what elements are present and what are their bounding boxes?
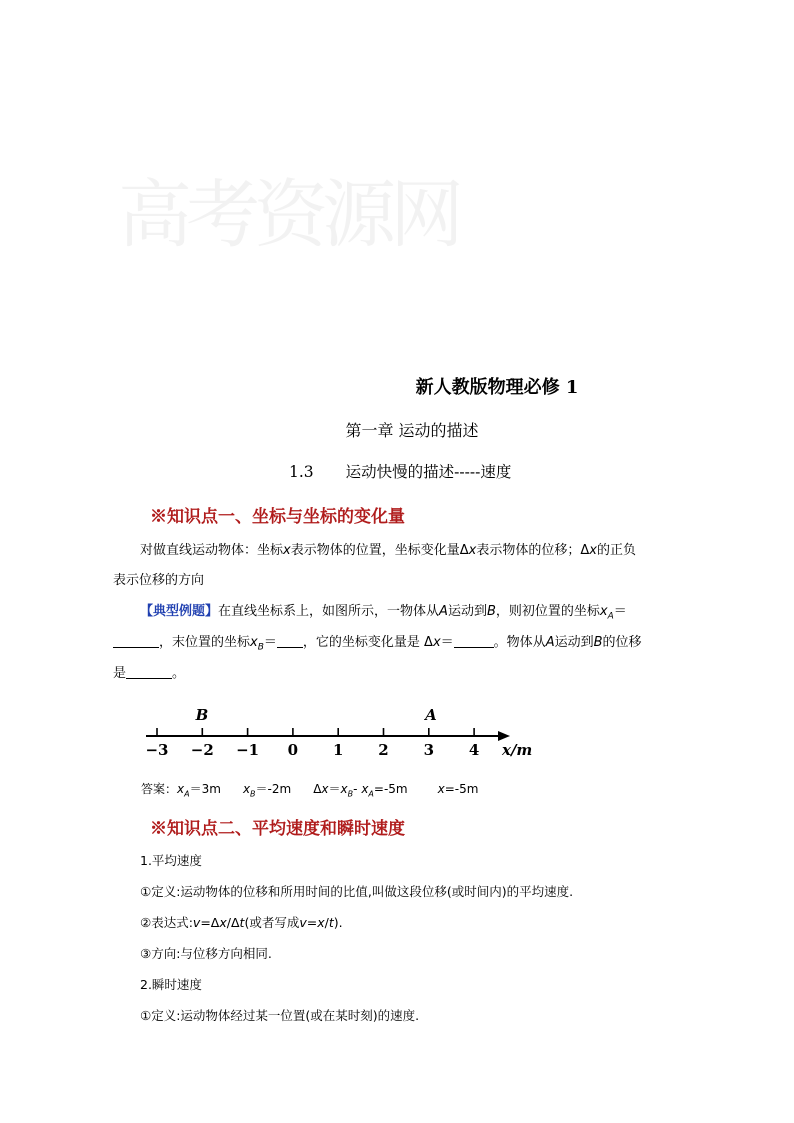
blank-dx[interactable]	[454, 633, 494, 648]
point-A-label: A	[425, 706, 437, 724]
kp1-intro-line1: 对做直线运动物体：坐标x表示物体的位置，坐标变化量Δx表示物体的位移；Δx的正负	[140, 543, 636, 558]
number-line-figure	[140, 700, 540, 764]
kp1-heading: ※知识点一、坐标与坐标的变化量	[150, 507, 405, 527]
example-line1: 【典型例题】在直线坐标系上，如图所示，一物体从A运动到B，则初位置的坐标$x_A=$	[140, 604, 627, 622]
axis-unit-label: x/m	[502, 741, 533, 759]
blank-xA[interactable]	[113, 633, 159, 648]
kp2-s2-definition: ①定义:运动物体经过某一位置(或在某时刻)的速度.	[140, 1008, 420, 1023]
chapter-title: 第一章 运动的描述	[345, 421, 479, 440]
answer-line: 答案：$x_A=3m$ $x_B=-2m$ $\Delta x=x_B-$ $x_A=-5m$ x=-5m	[141, 782, 479, 799]
kp2-heading: ※知识点二、平均速度和瞬时速度	[150, 819, 405, 839]
tick-label: 1	[332, 741, 344, 759]
point-B-label: B	[195, 706, 209, 724]
blank-displacement[interactable]	[126, 664, 172, 679]
kp2-s1-title: 1.平均速度	[140, 853, 202, 868]
tick-labels	[145, 741, 479, 759]
tick-label: 2	[378, 741, 389, 759]
kp2-s1-definition: ①定义:运动物体的位移和所用时间的比值,叫做这段位移(或时间内)的平均速度.	[140, 884, 574, 899]
section-name: 运动快慢的描述-----速度	[345, 463, 512, 481]
blank-xB[interactable]	[277, 633, 303, 648]
example-line2: ，末位置的坐标$x_B=$ ，它的坐标变化量是 Δx＝ 。物体从A运动到B的位移	[113, 628, 642, 663]
watermark: 高考资源网	[118, 172, 458, 258]
tick-label: 3	[423, 741, 435, 759]
kp2-s2-title: 2.瞬时速度	[140, 977, 202, 992]
axis-arrow	[498, 731, 510, 741]
tick-marks	[157, 728, 474, 736]
tick-label: 4	[468, 741, 480, 759]
section-number: 1.3	[289, 463, 314, 481]
document-title: 新人教版物理必修 1	[415, 377, 579, 398]
tick-label: 0	[287, 741, 299, 759]
kp1-intro-line2: 表示位移的方向	[113, 573, 205, 588]
example-tag: 【典型例题】	[140, 604, 219, 619]
answer-label: 答案：	[141, 782, 178, 796]
tick-label: −1	[236, 741, 260, 759]
section-title	[289, 460, 511, 482]
tick-label: −3	[145, 741, 169, 759]
tick-label: −2	[190, 741, 214, 759]
kp2-s1-direction: ③方向:与位移方向相同.	[140, 946, 272, 961]
kp2-s1-expression: ②表达式:v=Δx/Δt(或者写成v=x/t).	[140, 915, 343, 930]
example-line3: 是 。	[113, 666, 186, 681]
